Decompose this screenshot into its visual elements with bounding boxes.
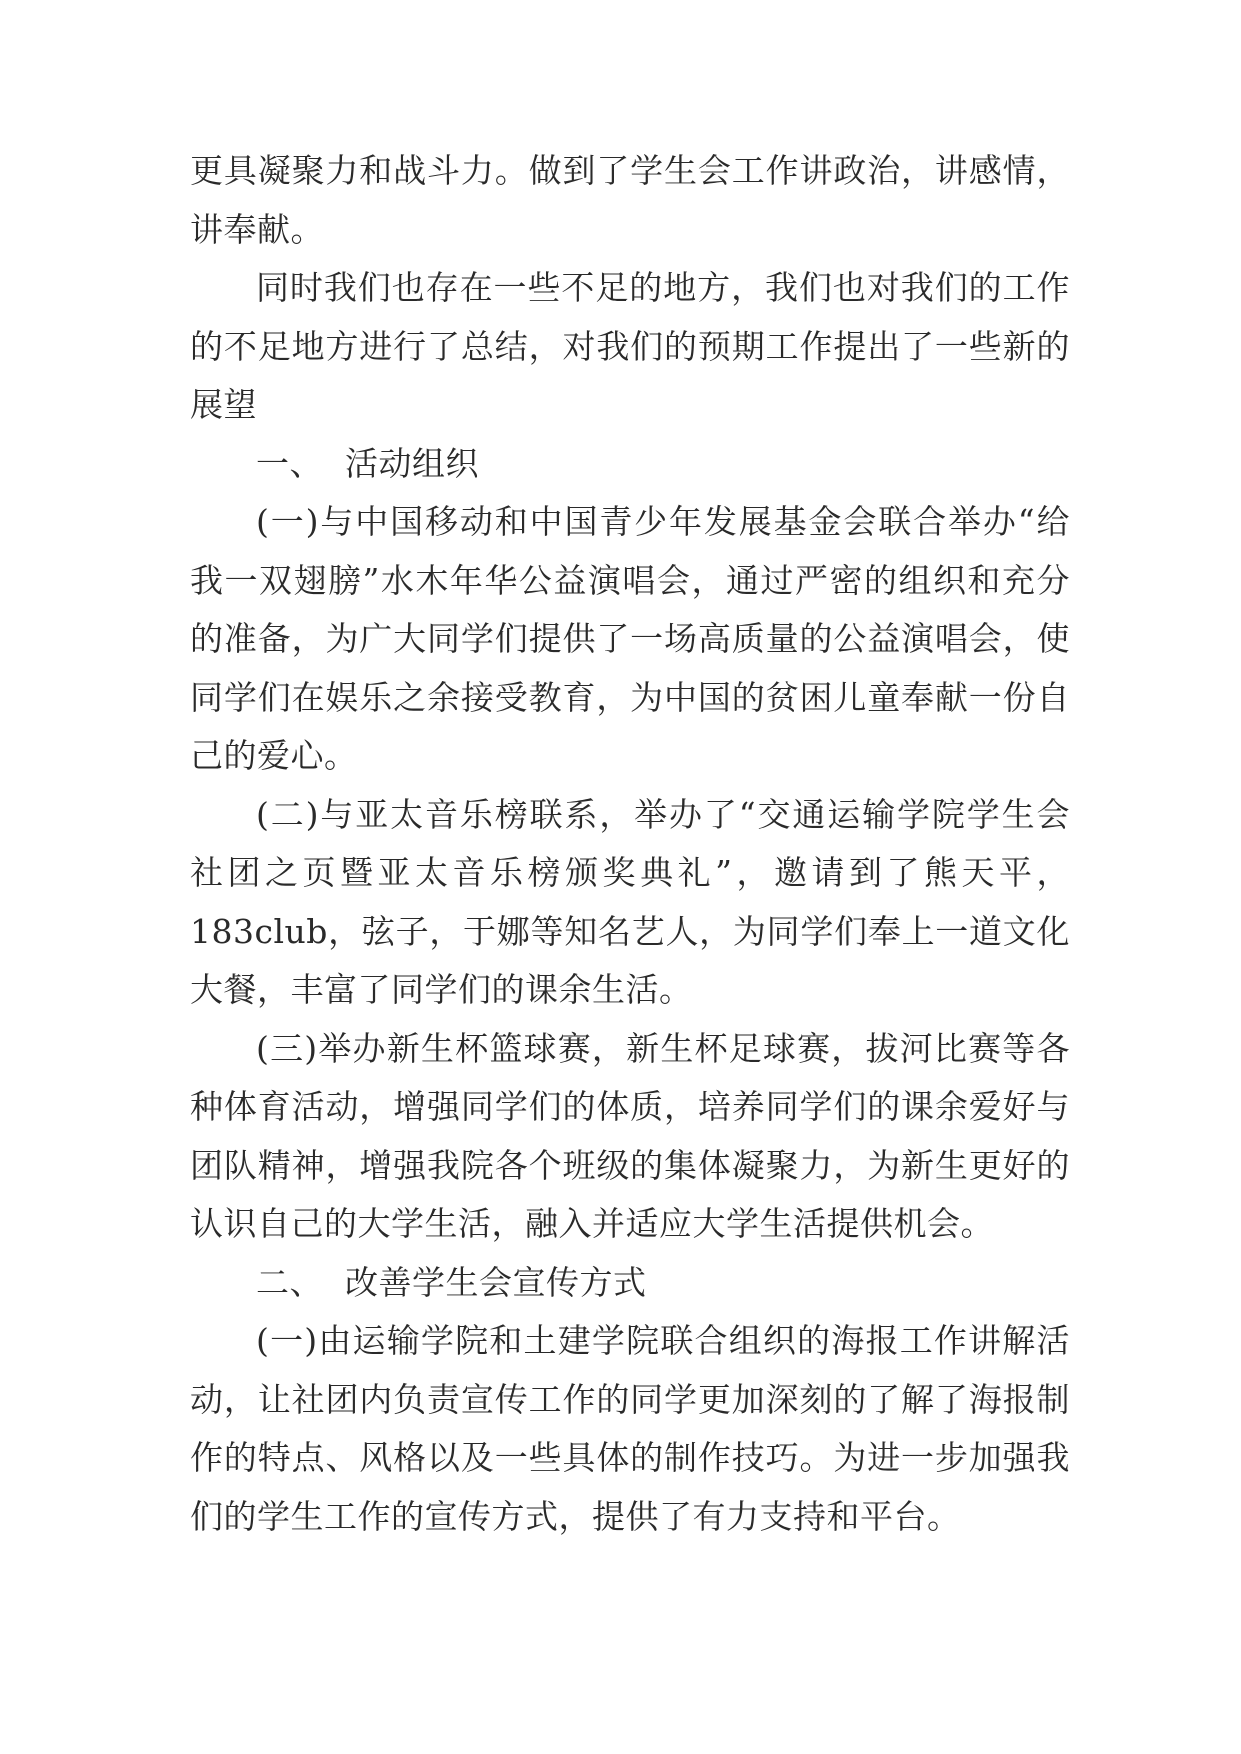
section-heading-publicity: 二、 改善学生会宣传方式 xyxy=(256,1262,647,1302)
paragraph-activity-1: (一)与中国移动和中国青少年发展基金会联合举办“给我一双翅膀”水木年华公益演唱会，通过严密的组织和充分的准备，为广大同学们提供了一场高质量的公益演唱会，使同学们在娱乐之余接受教育，为中国的贫困儿童奉献一份自己的爱心。 xyxy=(190,502,1070,775)
paragraph-activity-2: (二)与亚太音乐榜联系，举办了“交通运输学院学生会社团之页暨亚太音乐榜颁奖典礼”，邀请到了熊天平，183club，弦子，于娜等知名艺人，为同学们奉上一道文化大餐，丰富了同学们的课余生活。 xyxy=(190,794,1070,1009)
paragraph-activity-3: (三)举办新生杯篮球赛，新生杯足球赛，拔河比赛等各种体育活动，增强同学们的体质，培养同学们的课余爱好与团队精神，增强我院各个班级的集体凝聚力，为新生更好的认识自己的大学生活，融入并适应大学生活提供机会。 xyxy=(190,1028,1070,1243)
document-page xyxy=(190,142,1070,1546)
paragraph-publicity-1: (一)由运输学院和土建学院联合组织的海报工作讲解活动，让社团内负责宣传工作的同学更加深刻的了解了海报制作的特点、风格以及一些具体的制作技巧。为进一步加强我们的学生工作的宣传方式，提供了有力支持和平台。 xyxy=(190,1321,1070,1536)
paragraph-continuation: 更具凝聚力和战斗力。做到了学生会工作讲政治，讲感情，讲奉献。 xyxy=(190,151,1070,249)
section-heading-activities: 一、 活动组织 xyxy=(256,443,479,483)
paragraph-shortcomings: 同时我们也存在一些不足的地方，我们也对我们的工作的不足地方进行了总结，对我们的预期工作提出了一些新的展望 xyxy=(190,268,1070,424)
